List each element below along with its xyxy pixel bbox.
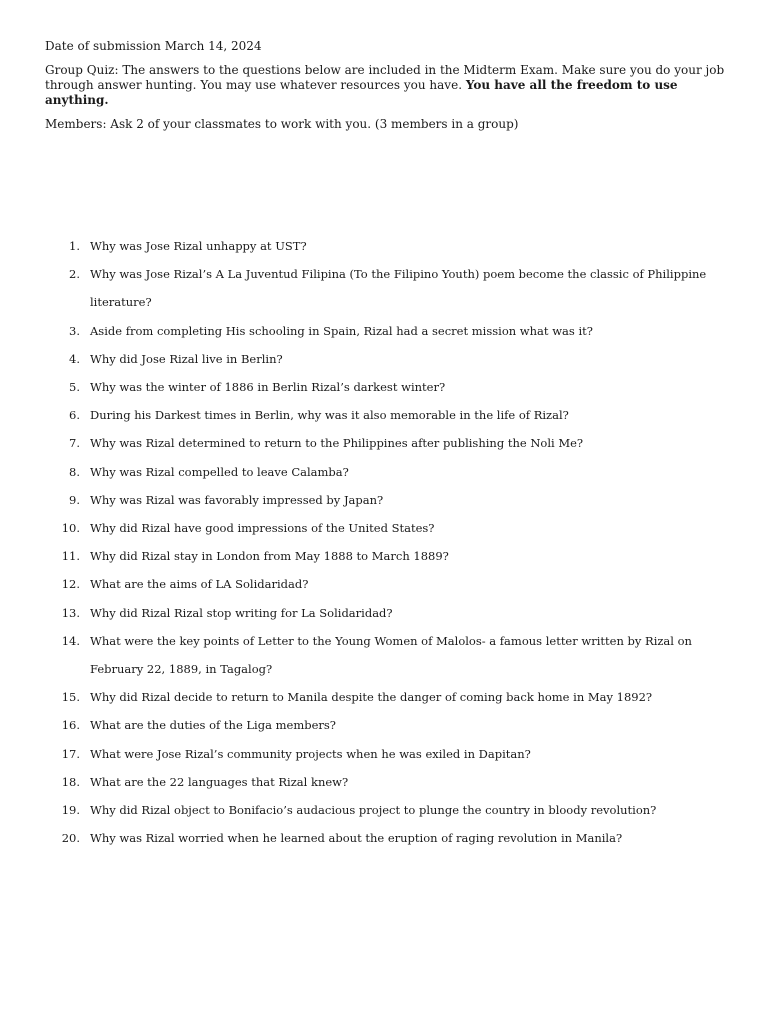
question-number: 6. bbox=[69, 408, 80, 423]
question-number: 12. bbox=[61, 577, 80, 592]
question-number: 8. bbox=[69, 464, 80, 479]
question-number: 13. bbox=[61, 605, 80, 620]
question-item bbox=[45, 429, 725, 457]
question-text: What were Jose Rizal’s community projects when he was exiled in Dapitan? bbox=[90, 746, 531, 761]
question-text: Why did Rizal have good impressions of the United States? bbox=[90, 521, 435, 536]
question-number: 7. bbox=[69, 436, 80, 451]
submission-date: Date of submission March 14, 2024 bbox=[45, 39, 262, 53]
question-text: Why was Jose Rizal unhappy at UST? bbox=[90, 239, 307, 253]
question-number: 11. bbox=[61, 549, 80, 564]
question-item bbox=[45, 232, 725, 260]
quiz-instructions-text: Group Quiz: The answers to the questions below are included in the Midterm Exam. Make sure you do your job through answer hunting. You may use whatever resources you have. bbox=[45, 63, 725, 92]
question-number: 4. bbox=[69, 351, 80, 366]
question-item bbox=[45, 711, 725, 739]
question-number: 14. bbox=[61, 633, 80, 648]
question-item bbox=[45, 486, 725, 514]
question-text: Why did Jose Rizal live in Berlin? bbox=[90, 351, 283, 366]
question-number: 9. bbox=[69, 492, 80, 507]
question-number: 20. bbox=[61, 831, 80, 846]
question-item bbox=[45, 542, 725, 570]
question-number: 1. bbox=[69, 239, 80, 253]
question-item bbox=[45, 740, 725, 768]
members-instructions: Members: Ask 2 of your classmates to work with you. (3 members in a group) bbox=[45, 117, 519, 131]
question-text: Why was Rizal was favorably impressed by Japan? bbox=[90, 492, 384, 507]
question-text: What were the key points of Letter to the Young Women of Malolos- a famous letter written by Rizal on February 22, 1889, in Tagalog? bbox=[90, 633, 692, 677]
question-item bbox=[45, 570, 725, 598]
question-text: Why did Rizal decide to return to Manila despite the danger of coming back home in May 1892? bbox=[90, 690, 653, 705]
question-text: Why did Rizal object to Bonifacio’s audacious project to plunge the country in bloody revolution? bbox=[90, 803, 657, 818]
question-item bbox=[45, 401, 725, 429]
question-number: 17. bbox=[61, 746, 80, 761]
question-item bbox=[45, 458, 725, 486]
question-item bbox=[45, 683, 725, 711]
question-text: Aside from completing His schooling in Spain, Rizal had a secret mission what was it? bbox=[90, 323, 593, 338]
question-item bbox=[45, 627, 725, 683]
question-number: 18. bbox=[61, 774, 80, 789]
document-header bbox=[45, 39, 725, 132]
quiz-instructions bbox=[45, 63, 725, 108]
question-item bbox=[45, 514, 725, 542]
question-number: 5. bbox=[69, 380, 80, 395]
question-text: Why was Jose Rizal’s A La Juventud Filipina (To the Filipino Youth) poem become the classic of Philippine literature? bbox=[90, 267, 707, 310]
question-text: Why was Rizal compelled to leave Calamba? bbox=[90, 464, 349, 479]
question-item bbox=[45, 824, 725, 852]
question-text: Why was the winter of 1886 in Berlin Rizal’s darkest winter? bbox=[90, 380, 446, 395]
question-number: 15. bbox=[61, 690, 80, 705]
question-text: During his Darkest times in Berlin, why was it also memorable in the life of Rizal? bbox=[90, 408, 569, 423]
question-item bbox=[45, 796, 725, 824]
question-number: 16. bbox=[61, 718, 80, 733]
question-item bbox=[45, 599, 725, 627]
quiz-instructions-emphasis: You have all the freedom to use anything. bbox=[45, 78, 678, 107]
question-number: 19. bbox=[61, 803, 80, 818]
question-number: 3. bbox=[69, 323, 80, 338]
question-text: What are the 22 languages that Rizal knew? bbox=[90, 774, 349, 789]
question-text: Why was Rizal determined to return to the Philippines after publishing the Noli Me? bbox=[90, 436, 584, 451]
question-item bbox=[45, 260, 725, 316]
question-text: Why did Rizal stay in London from May 1888 to March 1889? bbox=[90, 549, 449, 564]
question-item bbox=[45, 373, 725, 401]
question-number: 10. bbox=[61, 521, 80, 536]
question-list bbox=[45, 232, 725, 852]
question-number: 2. bbox=[69, 267, 80, 282]
question-text: Why did Rizal Rizal stop writing for La Solidaridad? bbox=[90, 605, 393, 620]
question-text: What are the aims of LA Solidaridad? bbox=[90, 577, 309, 592]
question-text: What are the duties of the Liga members? bbox=[90, 718, 336, 733]
question-item bbox=[45, 317, 725, 345]
question-item bbox=[45, 345, 725, 373]
question-item bbox=[45, 768, 725, 796]
question-text: Why was Rizal worried when he learned about the eruption of raging revolution in Manila? bbox=[90, 831, 623, 846]
